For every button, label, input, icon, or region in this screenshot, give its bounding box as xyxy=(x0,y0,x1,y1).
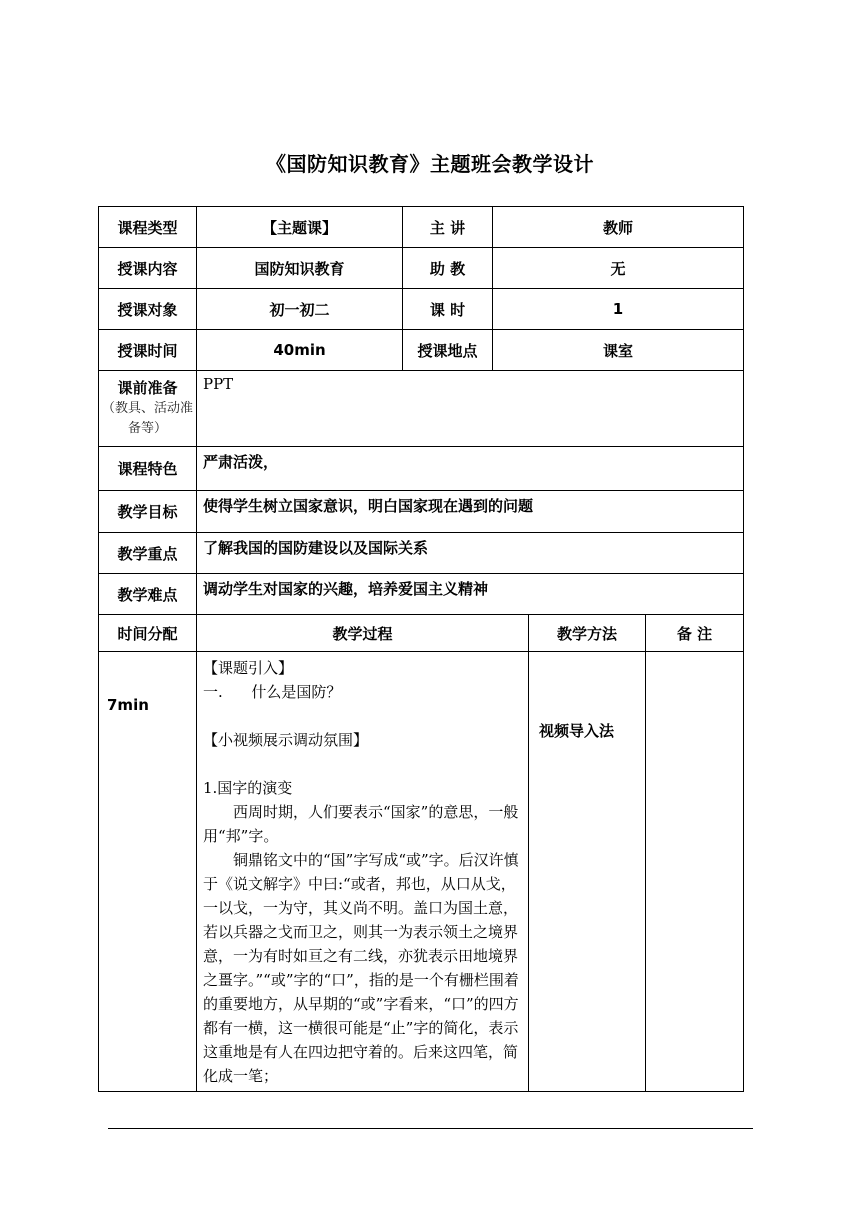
process-method: 视频导入法 xyxy=(529,652,646,1092)
key-label: 教学重点 xyxy=(99,533,197,574)
row-goal xyxy=(99,491,744,533)
lesson-plan-table xyxy=(98,206,744,1092)
process-paragraph: 西周时期，人们要表示“国家”的意思，一般用“邦”字。 xyxy=(203,803,519,845)
content-label: 授课内容 xyxy=(99,248,197,289)
difficulty-value: 调动学生对国家的兴趣，培养爱国主义精神 xyxy=(197,574,744,615)
row-content xyxy=(99,248,744,289)
prep-value: PPT xyxy=(197,371,744,447)
goal-value: 使得学生树立国家意识，明白国家现在遇到的问题 xyxy=(197,491,744,533)
header-remarks: 备 注 xyxy=(646,615,744,652)
process-line: 【课题引入】 xyxy=(203,659,294,677)
process-paragraph: 铜鼎铭文中的“国”字写成“或”字。后汉许慎于《说文解字》中曰:“或者，邦也，从口从戈，一以戈，一为守，其义尚不明。盖口为国土意，若以兵器之戈而卫之，则其一为表示领土之境界意，一为有时如亘之有二线，亦犹表示田地境界之畺字。”“或”字的“口”，指的是一个有栅栏围着的重要地方，从早期的“或”字看来，“口”的四方都有一横，这一横很可能是“止”字的简化，表示这重地是有人在四边把守着的。后来这四笔，简化成一笔； xyxy=(203,851,519,1085)
course-type-value: 【主题课】 xyxy=(197,207,403,248)
row-time xyxy=(99,330,744,371)
location-label: 授课地点 xyxy=(403,330,493,371)
row-audience xyxy=(99,289,744,330)
difficulty-label: 教学难点 xyxy=(99,574,197,615)
time-label: 授课时间 xyxy=(99,330,197,371)
feature-label: 课程特色 xyxy=(99,447,197,491)
course-type-label: 课程类型 xyxy=(99,207,197,248)
audience-label: 授课对象 xyxy=(99,289,197,330)
row-course-type xyxy=(99,207,744,248)
row-difficulty xyxy=(99,574,744,615)
header-time: 时间分配 xyxy=(99,615,197,652)
time-value: 40min xyxy=(197,330,403,371)
row-feature xyxy=(99,447,744,491)
process-remarks xyxy=(646,652,744,1092)
row-prep xyxy=(99,371,744,447)
header-method: 教学方法 xyxy=(529,615,646,652)
lecturer-label: 主 讲 xyxy=(403,207,493,248)
process-content xyxy=(197,652,529,1092)
feature-value: 严肃活泼， xyxy=(197,447,744,491)
process-line: 【小视频展示调动氛围】 xyxy=(203,731,369,749)
hours-value: 1 xyxy=(493,289,744,330)
key-value: 了解我国的国防建设以及国际关系 xyxy=(197,533,744,574)
footer-rule xyxy=(108,1128,753,1129)
page-title: 《国防知识教育》主题班会教学设计 xyxy=(266,152,594,176)
process-row xyxy=(99,652,744,1092)
assistant-value: 无 xyxy=(493,248,744,289)
lecturer-value: 教师 xyxy=(493,207,744,248)
prep-label: 课前准备 xyxy=(117,379,178,397)
content-value: 国防知识教育 xyxy=(197,248,403,289)
process-line: 1.国字的演变 xyxy=(203,779,293,797)
process-line: 一. 什么是国防？ xyxy=(203,683,342,701)
process-header-row xyxy=(99,615,744,652)
goal-label: 教学目标 xyxy=(99,491,197,533)
row-key xyxy=(99,533,744,574)
hours-label: 课 时 xyxy=(403,289,493,330)
assistant-label: 助 教 xyxy=(403,248,493,289)
header-process: 教学过程 xyxy=(197,615,529,652)
process-time: 7min xyxy=(99,652,197,1092)
location-value: 课室 xyxy=(493,330,744,371)
prep-label-cell xyxy=(99,371,197,447)
audience-value: 初一初二 xyxy=(197,289,403,330)
prep-note: （教具、活动准备等） xyxy=(101,401,193,436)
